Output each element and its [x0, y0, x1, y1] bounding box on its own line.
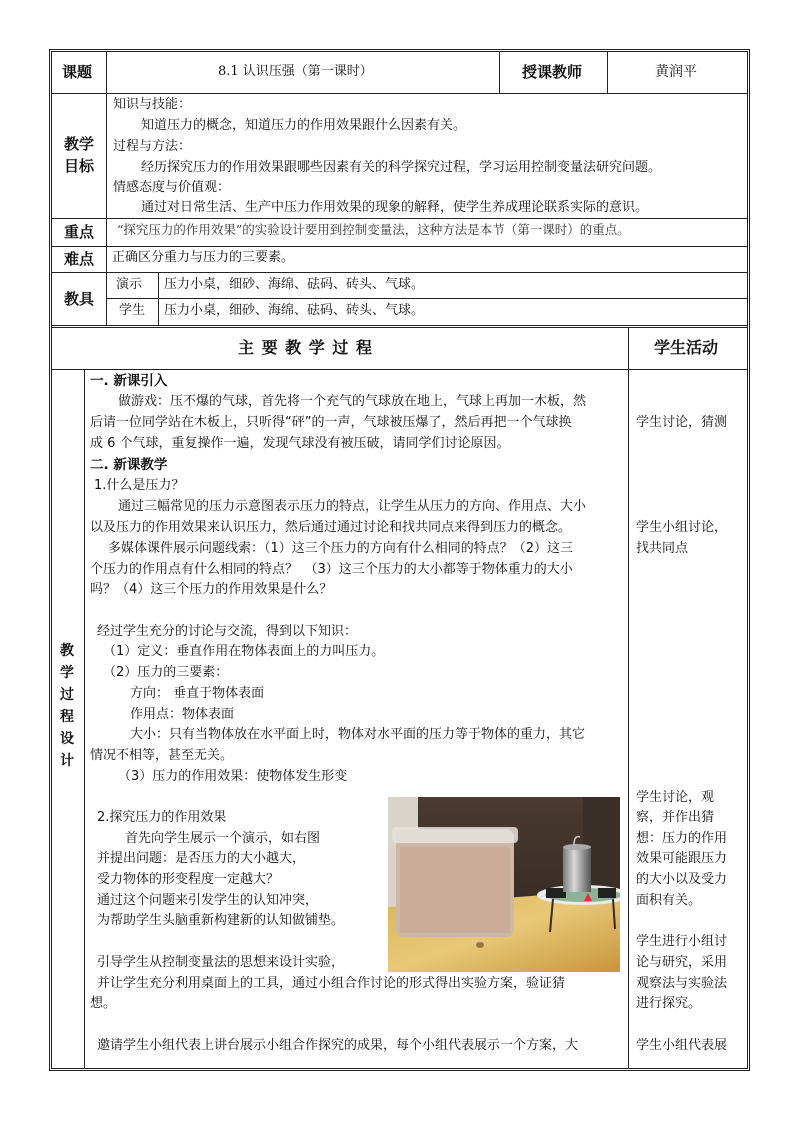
activity-observe: 学生讨论，观: [636, 790, 715, 805]
knowledge-text: （1）定义：垂直作用在物体表面上的力叫压力。: [103, 644, 385, 659]
tools-items-demo: 压力小桌，细砂、海绵、砝码、砖头、气球。: [164, 277, 425, 292]
activity-observe: 的大小以及受力: [636, 872, 728, 887]
col-divider: [158, 272, 159, 325]
topic-label: 课题: [62, 63, 93, 81]
explore-text: 并提出问题：是否压力的大小越大，: [97, 851, 306, 866]
objective-text: 经历探究压力的作用效果跟哪些因素有关的科学探究过程，学习运用控制变量法研究问题。: [141, 160, 662, 175]
key-point-value: “探究压力的作用效果”的实验设计要用到控制变量法，这种方法是本节（第一课时）的重点。: [117, 222, 630, 237]
activity-present: 学生小组代表展: [636, 1038, 728, 1053]
activity-observe: 想：压力的作用: [636, 831, 728, 846]
teaching-text: 个压力的作用点有什么相同的特点？ （3）这三个压力的大小都等于物体重力的大小: [90, 562, 573, 577]
side-char: 学: [60, 665, 74, 681]
section-title-teaching: 二. 新课教学: [90, 457, 168, 473]
activity-observe: 效果可能跟压力: [636, 851, 728, 866]
knowledge-text: 大小：只有当物体放在水平面上时，物体对水平面的压力等于物体的重力，其它: [130, 727, 586, 742]
objective-heading-knowledge: 知识与技能：: [113, 97, 192, 112]
explore-text: 通过这个问题来引发学生的认知冲突，: [97, 893, 319, 908]
objectives-label-line2: 目标: [64, 157, 95, 175]
intro-text: 做游戏：压不爆的气球，首先将一个充气的气球放在地上，气球上再加一木板，然: [118, 394, 587, 409]
guide-text: 引导学生从控制变量法的思想来设计实验，: [97, 955, 345, 970]
tools-type-student: 学生: [119, 303, 146, 318]
objective-heading-attitude: 情感态度与价值观：: [113, 180, 231, 195]
teaching-text: 吗？（4）这三个压力的作用效果是什么？: [90, 582, 333, 597]
explore-text: 为帮助学生头脑重新构建新的认知做铺垫。: [97, 913, 345, 928]
sub-title-explore: 2.探究压力的作用效果: [97, 810, 227, 825]
knowledge-text: 方向： 垂直于物体表面: [130, 686, 265, 701]
tools-type-demo: 演示: [116, 277, 143, 292]
difficulty-value: 正确区分重力与压力的三要素。: [112, 250, 295, 265]
guide-text: 想。: [90, 996, 117, 1011]
side-char: 教: [60, 643, 74, 659]
guide-text: 并让学生充分利用桌面上的工具，通过小组合作讨论的形式得出实验方案，验证猜: [97, 976, 566, 991]
section-divider: [52, 325, 747, 328]
difficulty-label: 难点: [64, 250, 95, 268]
explore-text: 首先向学生展示一个演示，如右图: [125, 831, 321, 846]
teaching-text: 通过三幅常见的压力示意图表示压力的特点，让学生从压力的方向、作用点、大小: [118, 499, 587, 514]
col-divider: [84, 369, 85, 1068]
teacher-name: 黄润平: [655, 64, 697, 80]
activity-research: 学生进行小组讨: [636, 934, 728, 949]
side-char: 过: [60, 687, 74, 703]
col-divider: [628, 328, 629, 1068]
objective-heading-process: 过程与方法：: [113, 139, 192, 154]
sub-title-what-is-pressure: 1.什么是压力？: [94, 478, 185, 493]
knowledge-text: 经过学生充分的讨论与交流，得到以下知识：: [97, 624, 358, 639]
knowledge-text: 作用点：物体表面: [130, 707, 235, 722]
intro-text: 后请一位同学站在木板上，只听得“砰”的一声，气球被压爆了，然后再把一个气球换: [90, 415, 572, 430]
row-divider: [52, 272, 747, 273]
activity-research: 论与研究，采用: [636, 955, 728, 970]
experiment-photo: [388, 797, 620, 972]
row-divider: [52, 369, 747, 370]
knowledge-text: （3）压力的作用效果：使物体发生形变: [118, 769, 348, 784]
tools-items-student: 压力小桌，细砂、海绵、砝码、砖头、气球。: [164, 303, 425, 318]
activity-group-discuss: 学生小组讨论，: [636, 520, 728, 535]
row-divider: [52, 246, 747, 247]
activity-research: 观察法与实验法: [636, 976, 728, 991]
invite-text: 邀请学生小组代表上讲台展示小组合作探究的成果，每个小组代表展示一个方案，大: [97, 1038, 579, 1053]
explore-text: 受力物体的形变程度一定越大？: [97, 872, 280, 887]
side-char: 程: [60, 709, 74, 725]
topic-value: 8.1 认识压强（第一课时）: [218, 64, 373, 79]
side-char: 计: [60, 753, 74, 769]
row-divider: [52, 93, 747, 94]
objective-text: 通过对日常生活、生产中压力作用效果的现象的解释，使学生养成理论联系实际的意识。: [141, 200, 649, 215]
activity-observe: 面积有关。: [636, 893, 702, 908]
side-char: 设: [60, 731, 74, 747]
teaching-text: 多媒体课件展示问题线索：（1）这三个压力的方向有什么相同的特点？（2）这三: [108, 541, 574, 556]
objective-text: 知道压力的概念，知道压力的作用效果跟什么因素有关。: [141, 118, 467, 133]
activity-group-discuss: 找共同点: [636, 541, 689, 556]
objectives-label-line1: 教学: [64, 135, 95, 153]
activity-discuss-guess: 学生讨论，猜测: [636, 415, 728, 430]
col-divider: [106, 52, 107, 325]
activity-title: 学生活动: [654, 338, 719, 357]
key-point-label: 重点: [64, 223, 95, 241]
intro-text: 成 6 个气球，重复操作一遍，发现气球没有被压破，请同学们讨论原因。: [90, 436, 510, 451]
process-side-label: [59, 640, 75, 772]
activity-observe: 察，并作出猜: [636, 810, 715, 825]
teaching-text: 以及压力的作用效果来认识压力，然后通过通过讨论和找共同点来得到压力的概念。: [90, 520, 572, 535]
process-title: 主 要 教 学 过 程: [238, 338, 373, 357]
col-divider: [607, 52, 608, 93]
section-title-intro: 一. 新课引入: [90, 373, 168, 389]
tools-label: 教具: [64, 290, 95, 308]
row-divider: [106, 298, 747, 299]
knowledge-text: 情况不相等，甚至无关。: [90, 748, 234, 763]
teacher-label: 授课教师: [522, 63, 583, 81]
knowledge-text: （2）压力的三要素：: [103, 665, 229, 680]
experiment-photo-graphic: [388, 797, 620, 972]
activity-research: 进行探究。: [636, 996, 702, 1011]
col-divider: [499, 52, 500, 93]
